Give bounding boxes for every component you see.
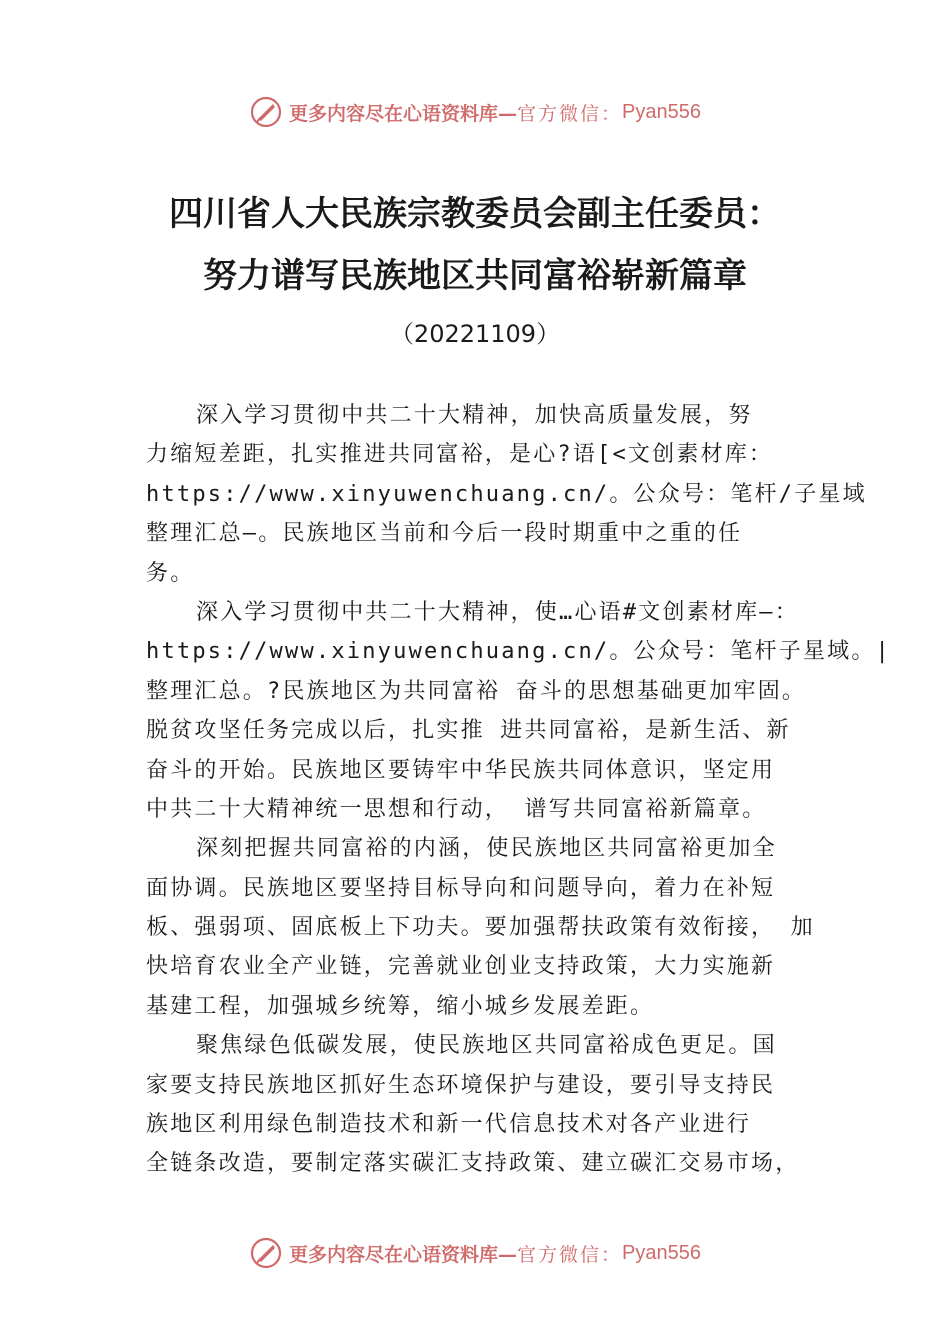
body-line: 务。 (146, 560, 195, 586)
body-line: 深入学习贯彻中共二十大精神，使…心语#文创素材库—： (196, 599, 799, 625)
body-line: 深入学习贯彻中共二十大精神，加快高质量发展，努 (196, 403, 753, 428)
body-line: 板、强弱项、固底板上下功夫。要加强帮扶政策有效衔接， 加 (146, 915, 815, 941)
banner-wechat-id: Pyan556 (622, 1241, 701, 1264)
banner-promo-text: 更多内容尽在心语资料库— (289, 102, 518, 125)
document-date: （20221109） (389, 320, 561, 348)
body-line: 全链条改造，要制定落实碳汇支持政策、建立碳汇交易市场， (146, 1151, 800, 1177)
banner-wechat-label: 官方微信： (517, 1243, 623, 1266)
body-line: 快培育农业全产业链，完善就业创业支持政策，大力实施新 (146, 954, 776, 980)
body-line: https://www.xinyuwenchuang.cn/。公众号：笔杆子星域。| (146, 639, 891, 665)
document-body (146, 396, 891, 1184)
header-banner (0, 92, 950, 132)
body-line: 整理汇总。?民族地区为共同富裕 奋斗的思想基础更加牢固。 (146, 678, 807, 704)
banner-wechat-id: Pyan556 (622, 100, 701, 123)
body-line: https://www.xinyuwenchuang.cn/。公众号：笔杆/子星域 (146, 481, 867, 507)
body-line: 聚焦绿色低碳发展，使民族地区共同富裕成色更足。国 (196, 1033, 777, 1059)
banner-wechat-label: 官方微信： (517, 102, 623, 125)
body-line: 奋斗的开始。民族地区要铸牢中华民族共同体意识，坚定用 (146, 757, 776, 783)
body-line: 力缩短差距，扎实推进共同富裕，是心?语[<文创素材库： (146, 442, 774, 468)
body-line: 基建工程，加强城乡统筹，缩小城乡发展差距。 (146, 993, 655, 1019)
document-title-line-1: 四川省人大民族宗教委员会副主任委员： (169, 194, 781, 234)
body-line: 深刻把握共同富裕的内涵，使民族地区共同富裕更加全 (196, 836, 777, 862)
body-line: 族地区利用绿色制造技术和新一代信息技术对各产业进行 (146, 1112, 752, 1138)
body-line: 脱贫攻坚任务完成以后，扎实推 进共同富裕，是新生活、新 (146, 718, 791, 744)
document-title-line-2: 努力谱写民族地区共同富裕崭新篇章 (203, 256, 747, 296)
footer-banner (0, 1233, 950, 1273)
body-line: 面协调。民族地区要坚持目标导向和问题导向，着力在补短 (146, 875, 776, 901)
body-line: 整理汇总—。民族地区当前和今后一段时期重中之重的任 (146, 521, 743, 547)
body-line: 中共二十大精神统一思想和行动， 谱写共同富裕新篇章。 (146, 796, 767, 822)
quill-logo-icon (249, 95, 283, 129)
banner-promo-text: 更多内容尽在心语资料库— (289, 1243, 518, 1266)
quill-logo-icon (249, 1236, 283, 1270)
body-line: 家要支持民族地区抓好生态环境保护与建设，要引导支持民 (146, 1072, 776, 1098)
